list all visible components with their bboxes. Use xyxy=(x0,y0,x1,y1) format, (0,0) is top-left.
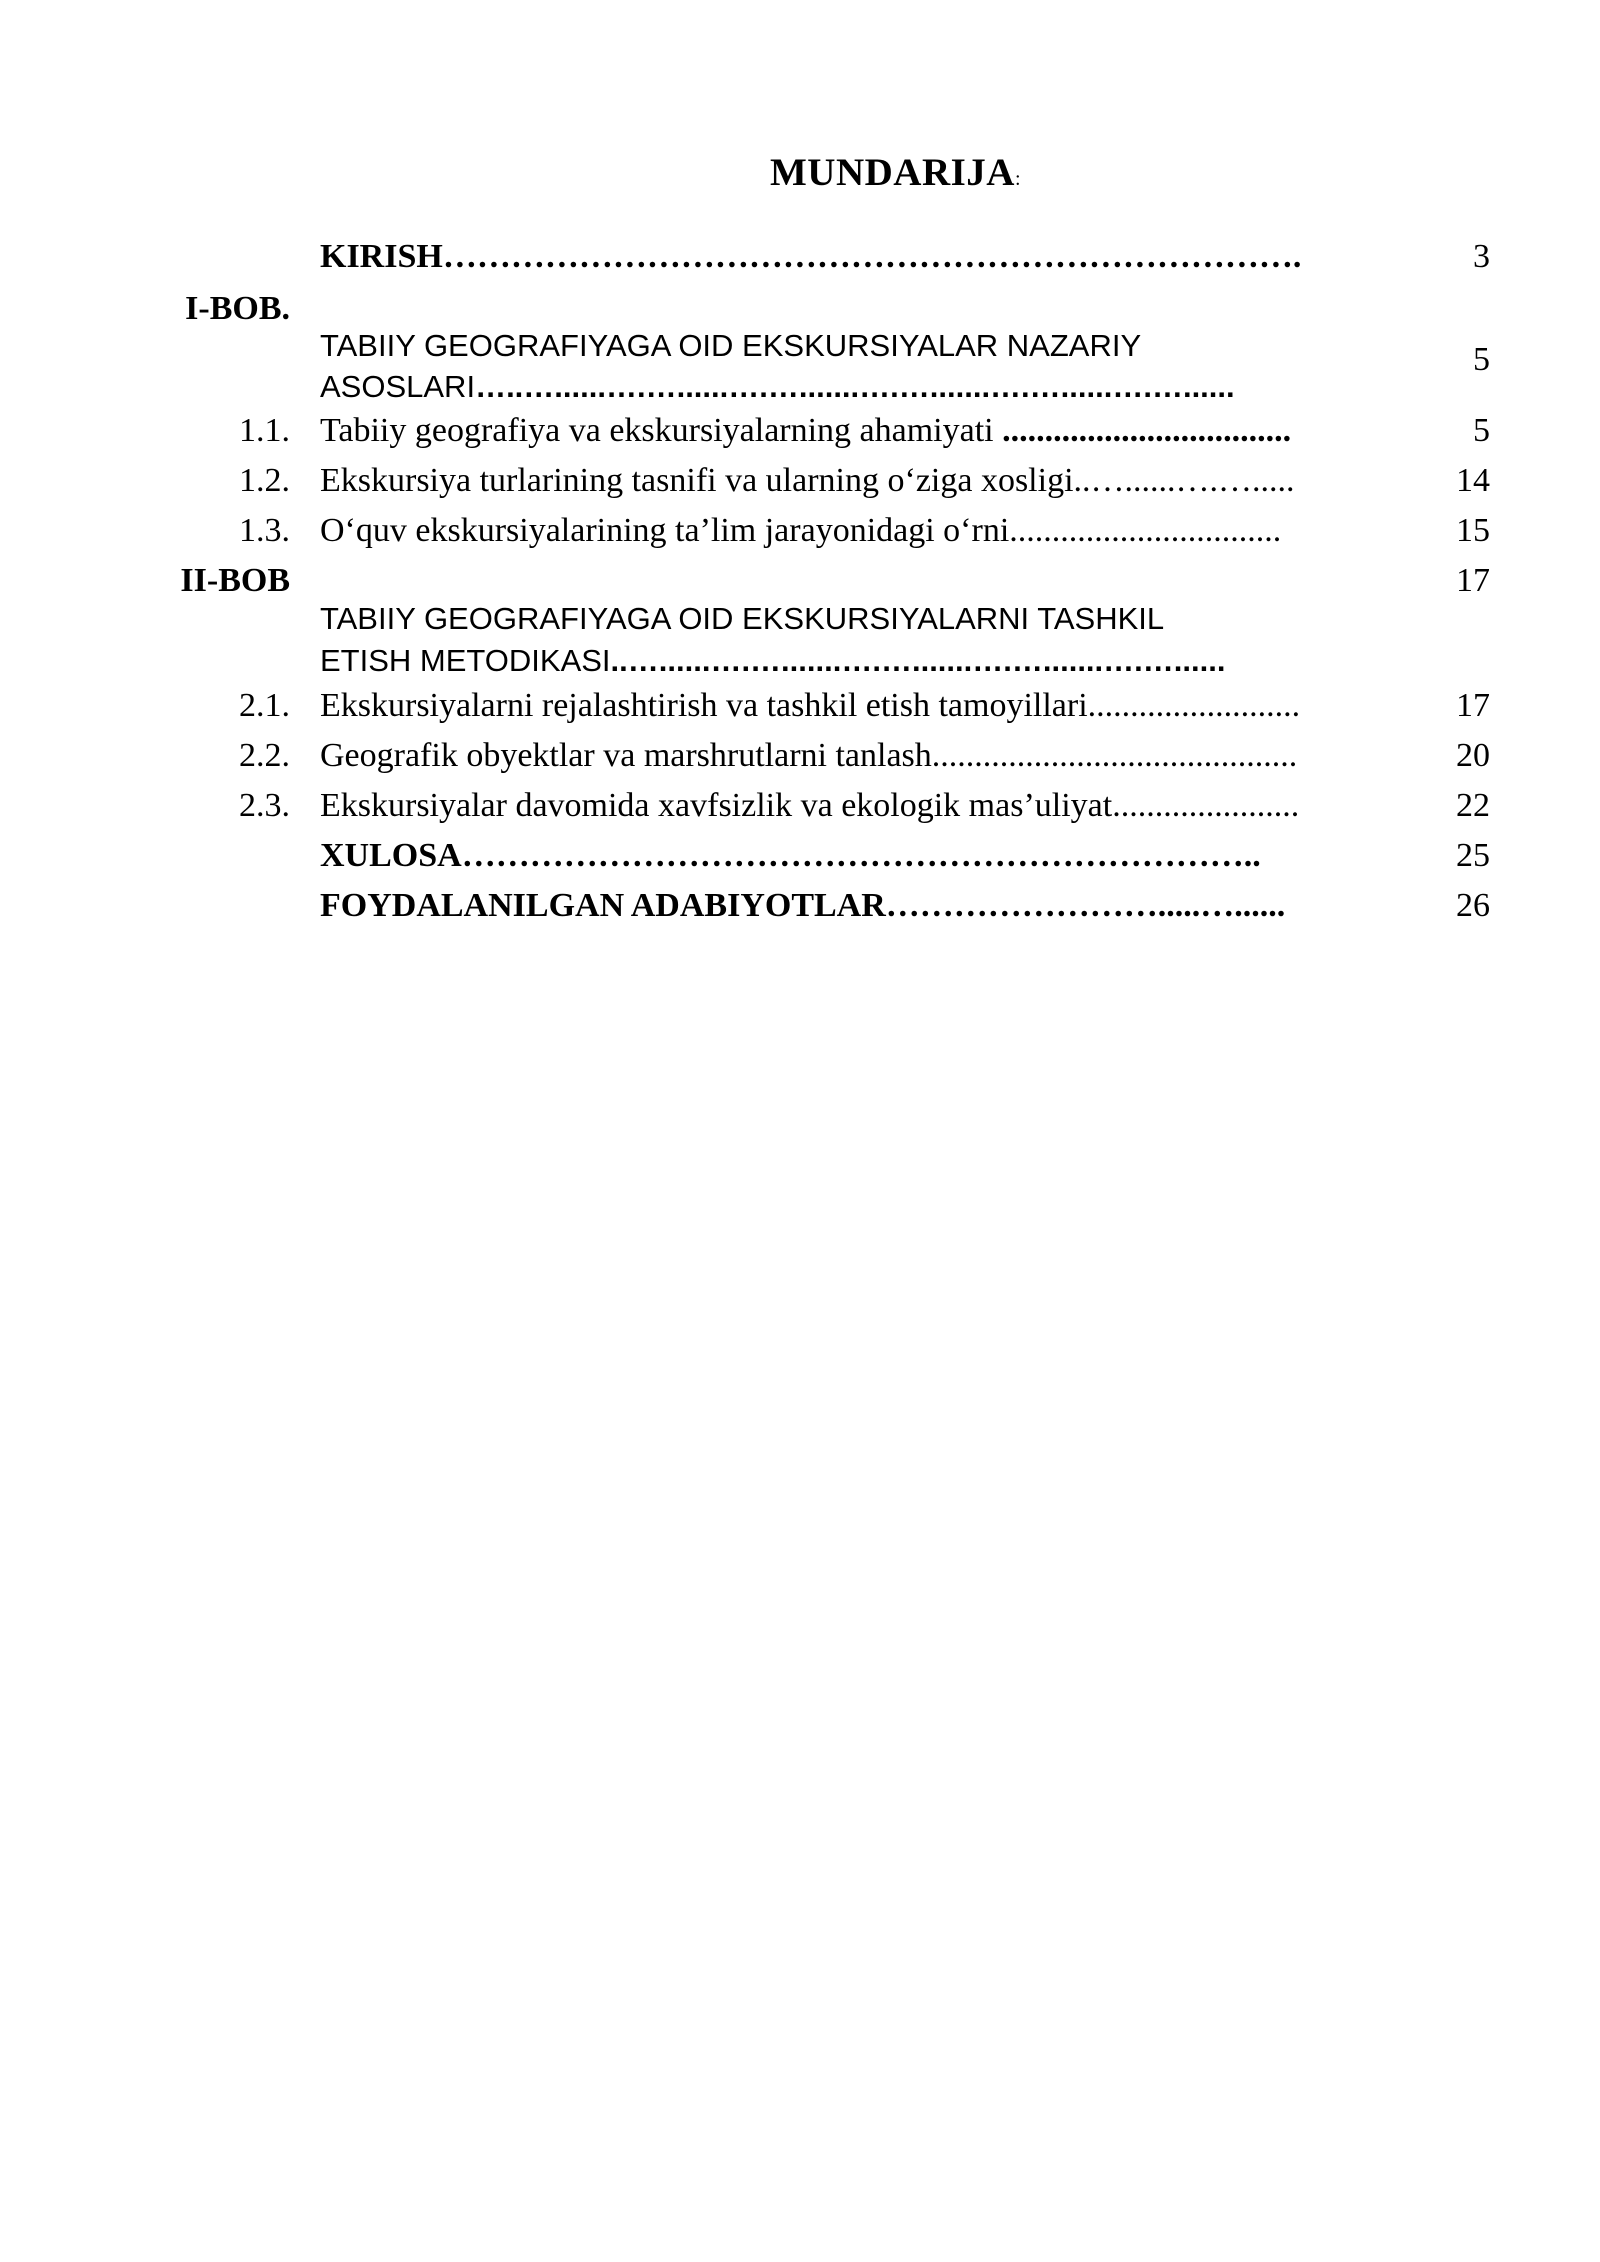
toc-entry-page: 5 xyxy=(1473,412,1490,449)
toc-entry-text: FOYDALANILGAN ADABIYOTLAR…………………….....…...... xyxy=(320,887,1286,924)
title-colon: : xyxy=(1014,168,1022,190)
toc-entry-text: Geografik obyektlar va marshrutlarni tanlash........................................... xyxy=(320,737,1298,774)
toc-entry-label: 1.1. xyxy=(239,412,290,449)
toc-entry-page: 17 xyxy=(1456,562,1490,599)
toc-entry-label: 1.2. xyxy=(239,462,290,499)
toc-entry-text: Ekskursiya turlarining tasnifi va ularning o‘ziga xosligi..…......….…..... xyxy=(320,462,1295,499)
toc-entry-text: KIRISH…………………………………………………………………. xyxy=(320,238,1302,275)
toc-entry-text: TABIIY GEOGRAFIYAGA OID EKSKURSIYALAR NAZARIY xyxy=(320,328,1142,363)
leader-dots: ..…......….….......….….......….….......….…...... xyxy=(610,643,1226,678)
toc-entry-text: ETISH METODIKASI..…......….….......….….......….….......….…...... xyxy=(320,643,1226,678)
toc-entry-page: 22 xyxy=(1456,787,1490,824)
leader-dots: ..…......….…..... xyxy=(1073,462,1295,499)
toc-entry-label: 2.2. xyxy=(239,737,290,774)
leader-dots: …..…......….…......….….......….….......….…......….…...... xyxy=(475,369,1235,404)
leader-dots: ........................................... xyxy=(931,737,1298,774)
leader-dots: ...................... xyxy=(1112,787,1300,824)
leader-dots: ......................... xyxy=(1087,687,1301,724)
chapter-label: I-BOB. xyxy=(185,290,290,327)
toc-entry-page: 25 xyxy=(1456,837,1490,874)
toc-entry-page: 26 xyxy=(1456,887,1490,924)
leader-dots: .................................. xyxy=(1002,412,1292,449)
toc-entry-page: 17 xyxy=(1456,687,1490,724)
toc-entry-text: O‘quv ekskursiyalarining ta’lim jarayonidagi o‘rni................................ xyxy=(320,512,1282,549)
toc-entry-text: TABIIY GEOGRAFIYAGA OID EKSKURSIYALARNI TASHKIL xyxy=(320,601,1165,636)
toc-entry-page: 5 xyxy=(1473,341,1490,378)
toc-entry-label: 2.3. xyxy=(239,787,290,824)
chapter-label: II-BOB xyxy=(180,562,290,599)
toc-entry-text: Ekskursiyalarni rejalashtirish va tashkil etish tamoyillari......................... xyxy=(320,687,1301,724)
toc-entry-page: 15 xyxy=(1456,512,1490,549)
toc-entry-page: 20 xyxy=(1456,737,1490,774)
toc-entry-label: 1.3. xyxy=(239,512,290,549)
toc-entry-text: Ekskursiyalar davomida xavfsizlik va ekologik mas’uliyat...................... xyxy=(320,787,1300,824)
toc-entry-page: 14 xyxy=(1456,462,1490,499)
leader-dots: …………………….....…...... xyxy=(885,887,1286,924)
leader-dots: …………………………………………………………….. xyxy=(461,837,1261,874)
leader-dots: …………………………………………………………………. xyxy=(442,238,1302,275)
page-title xyxy=(770,150,1021,195)
toc-entry-text: Tabiiy geografiya va ekskursiyalarning ahamiyati .................................. xyxy=(320,412,1292,449)
toc-entry-label: 2.1. xyxy=(239,687,290,724)
leader-dots: ................................ xyxy=(1009,512,1282,549)
toc-entry-page: 3 xyxy=(1473,238,1490,275)
title-text: MUNDARIJA xyxy=(770,151,1015,194)
toc-entry-text: ASOSLARI…..…......….…......….….......….….......….…......….…...... xyxy=(320,369,1235,404)
toc-entry-text: XULOSA…………………………………………………………….. xyxy=(320,837,1261,874)
